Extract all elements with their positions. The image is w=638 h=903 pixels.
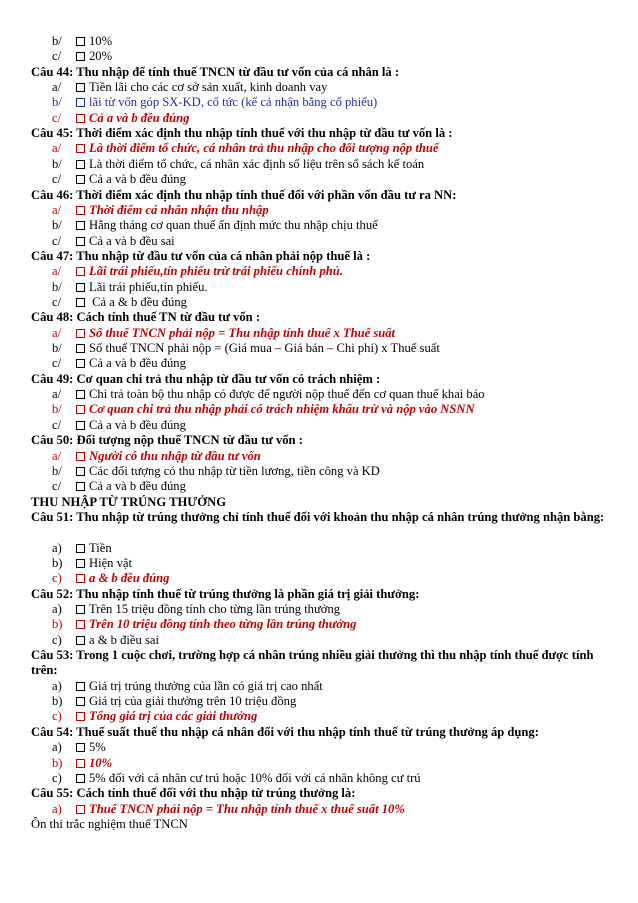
- checkbox-icon: [76, 482, 85, 491]
- answer-option: [52, 234, 175, 249]
- option-text: a & b điều sai: [89, 632, 159, 647]
- question-heading: [31, 126, 452, 141]
- checkbox-icon: [76, 98, 85, 107]
- answer-option: [52, 326, 395, 341]
- option-label: b): [52, 755, 63, 770]
- answer-option: [52, 679, 323, 694]
- option-label: c/: [52, 172, 62, 187]
- answer-option: [52, 617, 356, 632]
- option-text: Trên 15 triệu đồng tính cho từng lần trúng thưởng: [89, 602, 341, 616]
- option-text: Số thuế TNCN phải nộp = Thu nhập tính thuế x Thuế suất: [89, 325, 396, 340]
- answer-option: [52, 602, 340, 617]
- option-text: Lãi trái phiếu,tín phiếu trừ trái phiếu chính phủ.: [89, 264, 343, 279]
- option-text: Tiền: [89, 540, 112, 555]
- option-text: Cả a & b đều đúng: [89, 294, 187, 309]
- answer-option: [52, 203, 269, 218]
- option-text: Lãi trái phiếu,tín phiếu.: [89, 279, 208, 294]
- checkbox-icon: [76, 605, 85, 614]
- option-label: a/: [52, 448, 62, 463]
- option-text: Người có thu nhập từ đầu tư vốn: [89, 448, 261, 463]
- checkbox-icon: [76, 774, 85, 783]
- line-text: Câu 47: Thu nhập từ đầu tư vốn của cá nhân phải nộp thuế là :: [31, 248, 371, 263]
- question-heading: [31, 648, 611, 678]
- option-label: c/: [52, 294, 62, 309]
- answer-option: [52, 740, 106, 755]
- option-label: a): [52, 740, 62, 755]
- option-text: Tổng giá trị của các giải thưởng: [89, 709, 258, 724]
- option-text: 5%: [89, 740, 106, 755]
- answer-option: [52, 479, 186, 494]
- checkbox-icon: [76, 267, 85, 276]
- answer-option: [52, 49, 112, 64]
- answer-option: [52, 172, 186, 187]
- checkbox-icon: [76, 574, 85, 583]
- checkbox-icon: [76, 329, 85, 338]
- checkbox-icon: [76, 620, 85, 629]
- option-text: a & b đều đúng: [89, 571, 170, 586]
- checkbox-icon: [76, 421, 85, 430]
- option-label: a): [52, 602, 62, 616]
- option-label: c/: [52, 49, 62, 64]
- question-heading: [31, 510, 611, 525]
- answer-option: [52, 295, 187, 310]
- option-text: Cơ quan chi trả thu nhập phải có trách nhiệm khấu trừ và nộp vào NSNN: [89, 402, 475, 417]
- option-label: c): [52, 709, 62, 724]
- option-text: Thuế TNCN phải nộp = Thu nhập tính thuế x thuế suất 10%: [89, 801, 405, 816]
- checkbox-icon: [76, 405, 85, 414]
- footer-text: [31, 817, 188, 832]
- answer-option: [52, 111, 189, 126]
- option-label: c/: [52, 233, 62, 248]
- option-label: c/: [52, 110, 62, 125]
- question-heading: [31, 249, 370, 264]
- option-label: c): [52, 770, 62, 785]
- line-text: Câu 48: Cách tính thuế TN từ đầu tư vốn :: [31, 310, 261, 325]
- answer-option: [52, 771, 421, 786]
- checkbox-icon: [76, 452, 85, 461]
- line-text: THU NHẬP TỪ TRÚNG THƯỞNG: [31, 494, 226, 509]
- checkbox-icon: [76, 759, 85, 768]
- answer-option: [52, 418, 186, 433]
- option-label: b): [52, 694, 63, 709]
- option-text: Trên 10 triệu đồng tính theo từng lần trúng thưởng: [89, 617, 357, 632]
- answer-option: [52, 709, 257, 724]
- option-label: a/: [52, 264, 62, 279]
- option-text: Giá trị trúng thưởng của lần có giá trị cao nhất: [89, 678, 323, 693]
- option-label: b/: [52, 341, 62, 355]
- option-label: b/: [52, 34, 62, 48]
- option-label: b/: [52, 156, 62, 171]
- checkbox-icon: [76, 221, 85, 230]
- option-label: a/: [52, 325, 62, 340]
- answer-option: [52, 264, 343, 279]
- checkbox-icon: [76, 390, 85, 399]
- answer-option: [52, 341, 440, 356]
- line-text: Câu 53: Trong 1 cuộc chơi, trường hợp cá nhân trúng nhiều giải thưởng thì thu nhập tính thuế được tính trên:: [31, 648, 594, 678]
- answer-option: [52, 694, 296, 709]
- option-text: Số thuế TNCN phải nộp = (Giá mua – Giá bán – Chi phí) x Thuế suất: [89, 341, 440, 355]
- answer-option: [52, 95, 377, 110]
- checkbox-icon: [76, 697, 85, 706]
- answer-option: [52, 280, 208, 295]
- option-text: Cả a và b đều đúng: [89, 479, 186, 494]
- line-text: Câu 51: Thu nhập từ trúng thưởng chỉ tính thuế đối với khoản thu nhập cá nhân trúng thưởng nhận bằng:: [31, 509, 605, 524]
- answer-option: [52, 356, 186, 371]
- option-label: c): [52, 571, 62, 586]
- option-text: 5% đối với cá nhân cư trú hoặc 10% đối với cá nhân không cư trú: [89, 770, 421, 785]
- option-text: Là thời điểm tổ chức, cá nhân trả thu nhập cho đối tượng nộp thuế: [89, 141, 439, 156]
- answer-option: [52, 157, 424, 172]
- line-text: Câu 50: Đối tượng nộp thuế TNCN từ đầu tư vốn :: [31, 433, 303, 448]
- answer-option: [52, 449, 261, 464]
- answer-option: [52, 556, 132, 571]
- option-label: b/: [52, 218, 62, 233]
- checkbox-icon: [76, 559, 85, 568]
- checkbox-icon: [76, 467, 85, 476]
- option-text: Tiền lãi cho các cơ sở sản xuất, kinh doanh vay: [89, 80, 328, 94]
- checkbox-icon: [76, 237, 85, 246]
- option-label: b/: [52, 463, 62, 478]
- option-label: b): [52, 617, 63, 632]
- option-text: Chi trả toàn bộ thu nhập có được để người nộp thuế đến cơ quan thuế khai báo: [89, 387, 485, 402]
- checkbox-icon: [76, 682, 85, 691]
- option-text: 10%: [89, 755, 113, 770]
- question-heading: [31, 587, 419, 602]
- answer-option: [52, 756, 112, 771]
- answer-option: [52, 80, 327, 95]
- answer-option: [52, 402, 475, 417]
- option-label: a/: [52, 202, 62, 217]
- answer-option: [52, 141, 438, 156]
- option-text: Cả a và b đều đúng: [89, 172, 186, 187]
- question-heading: [31, 310, 260, 325]
- option-text: Cả a và b đều sai: [89, 233, 175, 248]
- answer-option: [52, 633, 159, 648]
- option-text: lãi từ vốn góp SX-KD, cổ tức (kể cả nhận bằng cổ phiếu): [89, 95, 378, 110]
- checkbox-icon: [76, 636, 85, 645]
- checkbox-icon: [76, 743, 85, 752]
- line-text: Câu 55: Cách tính thuế đối với thu nhập từ trúng thưởng là:: [31, 786, 356, 801]
- question-heading: [31, 188, 456, 203]
- option-label: b/: [52, 279, 62, 294]
- option-text: 20%: [89, 49, 113, 64]
- option-text: Hằng tháng cơ quan thuế ấn định mức thu nhập chịu thuế: [89, 218, 378, 233]
- option-label: b): [52, 555, 63, 570]
- option-label: c/: [52, 417, 62, 432]
- line-text: Câu 45: Thời điểm xác định thu nhập tính thuế với thu nhập từ đầu tư vốn là :: [31, 126, 453, 141]
- answer-option: [52, 571, 169, 586]
- option-label: a/: [52, 387, 62, 402]
- option-text: Cả a và b đều đúng: [89, 417, 186, 432]
- line-text: Câu 54: Thuế suất thuế thu nhập cá nhân đối với thu nhập tính thuế từ trúng thưởng áp dụng:: [31, 724, 539, 739]
- answer-option: [52, 464, 380, 479]
- question-heading: [31, 372, 380, 387]
- checkbox-icon: [76, 298, 85, 307]
- option-label: b/: [52, 402, 62, 417]
- checkbox-icon: [76, 206, 85, 215]
- option-text: Hiện vật: [89, 555, 133, 570]
- question-heading: [31, 786, 355, 801]
- option-label: a/: [52, 141, 62, 156]
- option-label: a): [52, 678, 62, 693]
- checkbox-icon: [76, 175, 85, 184]
- option-label: b/: [52, 95, 62, 110]
- answer-option: [52, 802, 405, 817]
- option-text: Cả a và b đều đúng: [89, 356, 186, 371]
- option-text: Là thời điểm tổ chức, cá nhân xác định số liệu trên sổ sách kế toán: [89, 156, 425, 171]
- answer-option: [52, 541, 112, 556]
- checkbox-icon: [76, 37, 85, 46]
- checkbox-icon: [76, 83, 85, 92]
- option-label: c): [52, 632, 62, 647]
- option-text: Thời điểm cá nhân nhận thu nhập: [89, 202, 269, 217]
- question-heading: [31, 725, 539, 740]
- question-heading: [31, 433, 303, 448]
- checkbox-icon: [76, 805, 85, 814]
- checkbox-icon: [76, 359, 85, 368]
- checkbox-icon: [76, 544, 85, 553]
- checkbox-icon: [76, 144, 85, 153]
- question-heading: [31, 65, 399, 80]
- option-text: 10%: [89, 34, 113, 48]
- option-label: c/: [52, 479, 62, 494]
- line-text: Ôn thi trắc nghiệm thuế TNCN: [31, 816, 188, 831]
- checkbox-icon: [76, 160, 85, 169]
- answer-option: [52, 34, 112, 49]
- option-label: a): [52, 801, 62, 816]
- option-text: Giá trị của giải thưởng trên 10 triệu đồng: [89, 694, 297, 709]
- option-text: Các đối tượng có thu nhập từ tiền lương, tiền công và KD: [89, 463, 380, 478]
- checkbox-icon: [76, 712, 85, 721]
- line-text: Câu 46: Thời điểm xác định thu nhập tính thuế đối với phần vốn đầu tư ra NN:: [31, 187, 457, 202]
- option-label: c/: [52, 356, 62, 371]
- line-text: Câu 44: Thu nhập để tính thuế TNCN từ đầu tư vốn của cá nhân là :: [31, 64, 400, 79]
- question-heading: [31, 495, 226, 510]
- answer-option: [52, 387, 485, 402]
- option-label: a): [52, 540, 62, 555]
- answer-option: [52, 218, 378, 233]
- checkbox-icon: [76, 114, 85, 123]
- option-label: a/: [52, 80, 62, 94]
- option-text: Cả a và b đều đúng: [89, 110, 190, 125]
- line-text: Câu 52: Thu nhập tính thuế từ trúng thưởng là phần giá trị giải thưởng:: [31, 586, 420, 601]
- checkbox-icon: [76, 52, 85, 61]
- line-text: Câu 49: Cơ quan chi trả thu nhập từ đầu tư vốn có trách nhiệm :: [31, 371, 381, 386]
- checkbox-icon: [76, 283, 85, 292]
- checkbox-icon: [76, 344, 85, 353]
